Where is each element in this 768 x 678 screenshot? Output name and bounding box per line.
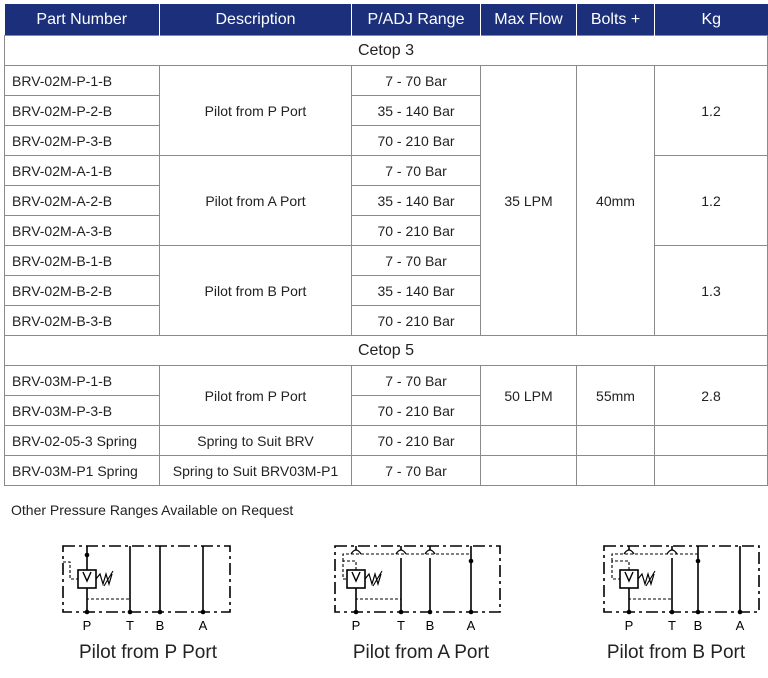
valve-schematic-b xyxy=(588,536,764,636)
section-title-cetop-3: Cetop 3 xyxy=(5,36,768,66)
weight-kg: 1.2 xyxy=(655,156,768,246)
pressure-range: 70 - 210 Bar xyxy=(352,216,481,246)
pressure-range: 70 - 210 Bar xyxy=(352,126,481,156)
port-label-t: T xyxy=(126,618,134,633)
port-label-b: B xyxy=(693,618,703,633)
header-description: Description xyxy=(160,4,352,36)
max-flow xyxy=(481,426,577,456)
bolts xyxy=(577,426,655,456)
max-flow: 35 LPM xyxy=(481,66,577,336)
header-kg: Kg xyxy=(655,4,768,36)
section-row xyxy=(5,36,768,66)
weight-kg xyxy=(655,456,768,486)
diagram-caption: Pilot from B Port xyxy=(606,642,746,663)
diagram-caption: Pilot from P Port xyxy=(79,642,217,663)
valve-schematic-p xyxy=(48,536,248,636)
section-row xyxy=(5,336,768,366)
pressure-range: 35 - 140 Bar xyxy=(352,276,481,306)
pressure-range: 7 - 70 Bar xyxy=(352,246,481,276)
port-label-b: B xyxy=(425,618,435,633)
table-row xyxy=(5,456,768,486)
part-number: BRV-02M-P-1-B xyxy=(5,66,160,96)
pressure-range: 70 - 210 Bar xyxy=(352,306,481,336)
pressure-range: 7 - 70 Bar xyxy=(352,366,481,396)
max-flow: 50 LPM xyxy=(481,366,577,426)
spec-table xyxy=(4,4,768,486)
schematic-pilot-p xyxy=(48,536,248,663)
part-number: BRV-02M-A-2-B xyxy=(5,186,160,216)
pressure-range: 35 - 140 Bar xyxy=(352,96,481,126)
port-label-b: B xyxy=(155,618,165,633)
pressure-range: 35 - 140 Bar xyxy=(352,186,481,216)
header-part-number: Part Number xyxy=(5,4,160,36)
part-number: BRV-02-05-3 Spring xyxy=(5,426,160,456)
valve-schematic-a xyxy=(321,536,521,636)
section-title-cetop-5: Cetop 5 xyxy=(5,336,768,366)
part-number: BRV-03M-P-1-B xyxy=(5,366,160,396)
pressure-range: 7 - 70 Bar xyxy=(352,456,481,486)
pressure-range: 7 - 70 Bar xyxy=(352,66,481,96)
bolts: 55mm xyxy=(577,366,655,426)
part-number: BRV-02M-B-2-B xyxy=(5,276,160,306)
diagram-caption: Pilot from A Port xyxy=(352,642,490,663)
part-number: BRV-02M-P-2-B xyxy=(5,96,160,126)
part-number: BRV-02M-P-3-B xyxy=(5,126,160,156)
table-row xyxy=(5,426,768,456)
description: Pilot from B Port xyxy=(160,246,352,336)
port-label-p: P xyxy=(624,618,634,633)
part-number: BRV-03M-P1 Spring xyxy=(5,456,160,486)
header-bolts: Bolts + xyxy=(577,4,655,36)
pressure-range: 7 - 70 Bar xyxy=(352,156,481,186)
pressure-range: 70 - 210 Bar xyxy=(352,426,481,456)
schematic-pilot-a xyxy=(321,536,521,663)
weight-kg xyxy=(655,426,768,456)
part-number: BRV-03M-P-3-B xyxy=(5,396,160,426)
part-number: BRV-02M-A-1-B xyxy=(5,156,160,186)
header-p-adj-range: P/ADJ Range xyxy=(352,4,481,36)
bolts: 40mm xyxy=(577,66,655,336)
header-max-flow: Max Flow xyxy=(481,4,577,36)
weight-kg: 1.2 xyxy=(655,66,768,156)
weight-kg: 1.3 xyxy=(655,246,768,336)
table-row xyxy=(5,366,768,396)
description: Pilot from A Port xyxy=(160,156,352,246)
port-label-t: T xyxy=(397,618,405,633)
description: Pilot from P Port xyxy=(160,66,352,156)
part-number: BRV-02M-B-3-B xyxy=(5,306,160,336)
schematic-pilot-b xyxy=(588,536,764,663)
table-row xyxy=(5,66,768,96)
port-label-p: P xyxy=(82,618,92,633)
port-label-a: A xyxy=(735,618,745,633)
description: Spring to Suit BRV xyxy=(160,426,352,456)
description: Spring to Suit BRV03M-P1 xyxy=(160,456,352,486)
port-label-a: A xyxy=(466,618,476,633)
weight-kg: 2.8 xyxy=(655,366,768,426)
port-label-p: P xyxy=(351,618,361,633)
part-number: BRV-02M-A-3-B xyxy=(5,216,160,246)
pressure-ranges-note: Other Pressure Ranges Available on Request xyxy=(11,502,294,518)
port-label-a: A xyxy=(198,618,208,633)
bolts xyxy=(577,456,655,486)
port-label-t: T xyxy=(668,618,676,633)
table-header-row xyxy=(5,4,768,36)
description: Pilot from P Port xyxy=(160,366,352,426)
max-flow xyxy=(481,456,577,486)
pressure-range: 70 - 210 Bar xyxy=(352,396,481,426)
part-number: BRV-02M-B-1-B xyxy=(5,246,160,276)
